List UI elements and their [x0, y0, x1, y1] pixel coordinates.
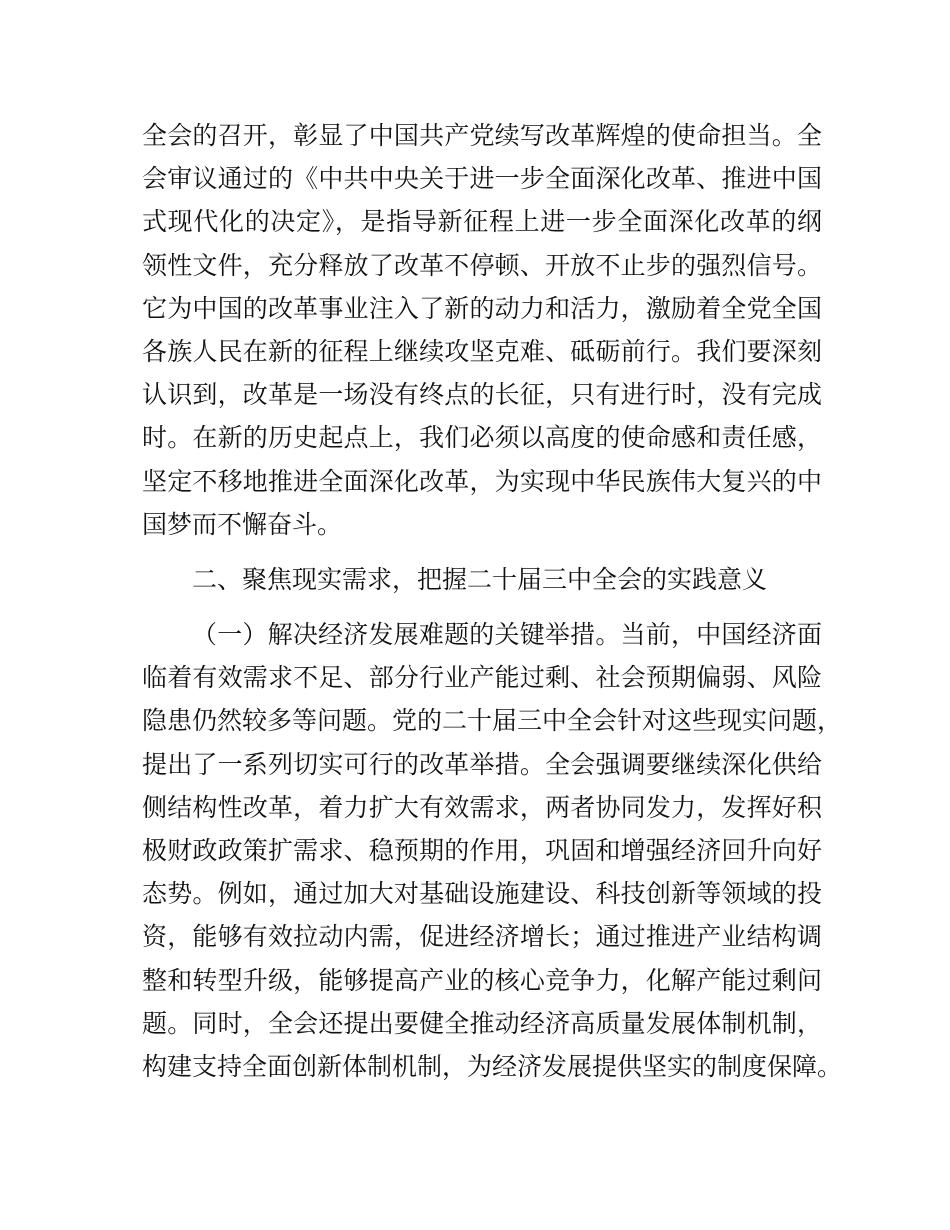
text-line: 它为中国的改革事业注入了新的动力和活力，激励着全党全国 — [142, 293, 822, 323]
text-line: 全会的召开，彰显了中国共产党续写改革辉煌的使命担当。全 — [142, 121, 822, 150]
text-line: 题。同时，全会还提出要健全推动经济高质量发展体制机制， — [142, 1008, 822, 1038]
text-line: 国梦而不懈奋斗。 — [142, 509, 343, 539]
paragraph-economic-measures — [142, 613, 843, 1088]
text-line: 坚定不移地推进全面深化改革，为实现中华民族伟大复兴的中 — [142, 466, 822, 496]
text-line: 构建支持全面创新体制机制，为经济发展提供坚实的制度保障。 — [142, 1051, 843, 1081]
text-line: 提出了一系列切实可行的改革举措。全会强调要继续深化供给 — [142, 749, 822, 779]
text-line: 态势。例如，通过加大对基础设施建设、科技创新等领域的投 — [142, 879, 822, 909]
text-line: 会审议通过的《中共中央关于进一步全面深化改革、推进中国 — [142, 164, 822, 194]
paragraph-spacer — [142, 601, 822, 613]
text-line: 认识到，改革是一场没有终点的长征，只有进行时，没有完成 — [142, 380, 822, 410]
text-line: 资，能够有效拉动内需，促进经济增长；通过推进产业结构调 — [142, 922, 822, 952]
text-line: 式现代化的决定》，是指导新征程上进一步全面深化改革的纲 — [142, 207, 822, 237]
text-line: 临着有效需求不足、部分行业产能过剩、社会预期偏弱、风险 — [142, 663, 822, 693]
text-line: （一）解决经济发展难题的关键举措。当前，中国经济面 — [192, 620, 822, 650]
text-line: 隐患仍然较多等问题。党的二十届三中全会针对这些现实问题， — [142, 706, 843, 736]
text-line: 整和转型升级，能够提高产业的核心竞争力，化解产能过剩问 — [142, 965, 822, 995]
text-line: 侧结构性改革，着力扩大有效需求，两者协同发力，发挥好积 — [142, 792, 822, 822]
document-body — [142, 114, 843, 1088]
paragraph-continuation — [142, 114, 822, 546]
text-line: 时。在新的历史起点上，我们必须以高度的使命感和责任感， — [142, 423, 822, 453]
text-line: 领性文件，充分释放了改革不停顿、开放不止步的强烈信号。 — [142, 250, 822, 280]
paragraph-spacer — [142, 546, 822, 558]
section-heading — [142, 558, 822, 601]
section-heading-text: 二、聚焦现实需求，把握二十届三中全会的实践意义 — [192, 564, 768, 594]
text-line: 各族人民在新的征程上继续攻坚克难、砥砺前行。我们要深刻 — [142, 336, 822, 366]
text-line: 极财政政策扩需求、稳预期的作用，巩固和增强经济回升向好 — [142, 836, 822, 865]
